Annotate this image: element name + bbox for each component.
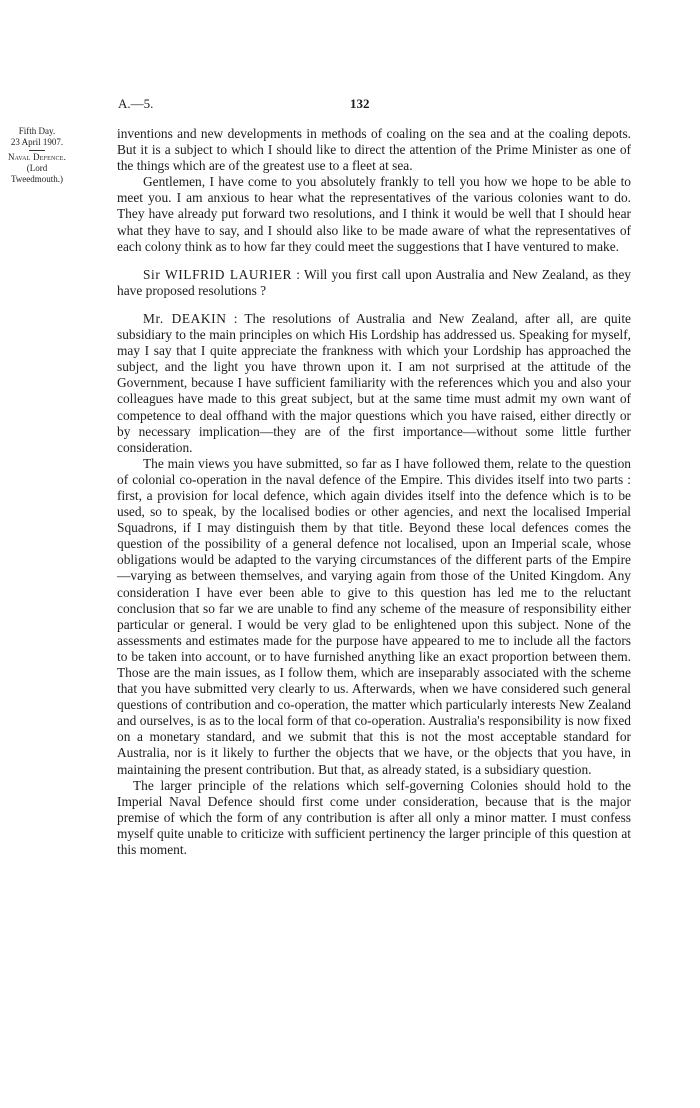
margin-divider — [29, 150, 45, 151]
margin-day: Fifth Day. — [18, 126, 56, 136]
document-reference: A.—5. — [118, 96, 154, 111]
margin-speaker-line-1: (Lord — [26, 163, 48, 173]
paragraph-5: The main views you have submitted, so far as I have followed them, relate to the question of colonial co-operation in the naval defence of the Empire. This divides itself into two parts : first, a provision for local defence, which again divides itself into the defence which is to be used, so to speak, by the localised bodies or other agencies, and next the localised Imperial Squadrons, if I may distinguish them by that title. Beyond these local defences comes the question of the possibility of a general defence not localised, upon an Imperial scale, whose obligations would be adapted to the varying circumstances of the different parts of the Empire—varying as between themselves, and varying again from those of the United Kingdom. Any consideration I have ever been able to give to this question has led me to the reluctant conclusion that so far we are unable to find any scheme of the measure of responsibility either particular or general. I would be very glad to be enlightened upon this subject. None of the assessments and estimates made for the purpose have appeared to me to include all the factors to be taken into account, or to have furnished anything like an exact proportion between them. Those are the main issues, as I follow them, which are inseparably associated with the scheme that you have submitted very clearly to us. Afterwards, when we have considered such general questions of contribution and co-operation, the matter which particularly interests New Zealand and ourselves, is as to the local form of that co-operation. Australia's responsibility is now fixed on a monetary standard, and we submit that this is not the most acceptable standard for Australia, nor is it likely to further the objects that we have, or the objects that you have, in maintaining the present contribution. But that, as already stated, is a subsidiary question. — [117, 455, 631, 777]
speaker-name: Sir WILFRID LAURIER — [143, 266, 293, 282]
paragraph-1: inventions and new developments in methods of coaling on the sea and at the coaling depots. But it is a subject to which I should like to direct the attention of the Prime Minister as one of the things which are of the greatest use to a fleet at sea. — [117, 126, 631, 174]
margin-subject: Naval Defence. — [7, 152, 67, 162]
speech-text: : Will you first call upon Australia and New Zealand, as they have proposed resolutions ? — [117, 266, 631, 298]
paragraph-2: Gentlemen, I have come to you absolutely frankly to tell you how we hope to be able to meet you. I am anxious to hear what the representatives of the various colonies want to do. They have already put forward two resolutions, and I think it would be well that I should hear what they have to say, and I should also like to be made aware of what the representatives of each colony think as to how far they could meet the suggestions that I have ventured to make. — [117, 174, 631, 254]
page-header — [118, 96, 630, 114]
paragraph-6: The larger principle of the relations which self-governing Colonies should hold to the Imperial Naval Defence should first come under consideration, because that is the major premise of which the form of any contribution is after all only a minor matter. I must confess myself quite unable to criticize with sufficient pertinency the larger principle of this question at this moment. — [117, 777, 631, 858]
paragraph-4 — [117, 311, 631, 456]
body-text — [117, 126, 631, 858]
speech-text: : The resolutions of Australia and New Zealand, after all, are quite subsidiary to the main principles on which His Lordship has addressed us. Speaking for myself, may I say that I quite appreciate the frankness with which your Lordship has approached the subject, and the light you have thrown upon it. I am not surprised at the attitude of the Government, because I have sufficient familiarity with the references which you and also your colleagues have made to this great subject, but at the same time must admit my own want of competence to deal offhand with the major questions which you have raised, either directly or by necessary implication—they are of the first importance—without some little further consideration. — [117, 310, 631, 455]
margin-date: 23 April 1907. — [10, 137, 64, 147]
margin-speaker-line-2: Tweedmouth.) — [10, 174, 64, 184]
speaker-name: Mr. DEAKIN — [143, 310, 227, 326]
page-number: 132 — [350, 96, 370, 111]
margin-note — [2, 126, 72, 185]
paragraph-3 — [117, 267, 631, 299]
